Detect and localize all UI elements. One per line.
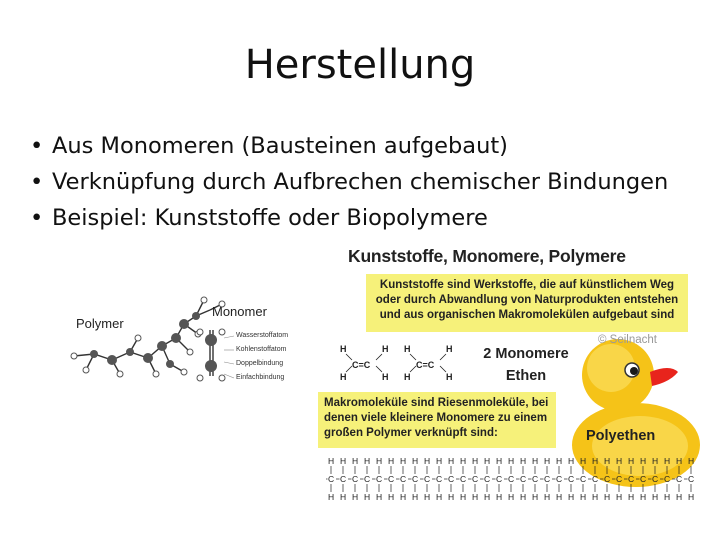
chain-hydrogen: H (328, 456, 335, 466)
monomer-name: Ethen (505, 368, 547, 384)
chain-carbon: C (412, 474, 419, 484)
chain-hydrogen: H (532, 492, 539, 502)
svg-text:H: H (382, 344, 389, 354)
chain-hydrogen: H (496, 492, 503, 502)
svg-text:H: H (446, 372, 453, 382)
monomer-caption (476, 343, 576, 387)
chain-hydrogen: H (424, 492, 431, 502)
chain-hydrogen: H (556, 456, 563, 466)
bullet-dot: • (30, 205, 44, 231)
chain-hydrogen: H (640, 492, 647, 502)
chain-carbon: C (352, 474, 359, 484)
chain-carbon: C (580, 474, 587, 484)
svg-text:C=C: C=C (352, 360, 371, 370)
chain-hydrogen: H (628, 492, 635, 502)
chain-hydrogen: H (352, 492, 359, 502)
svg-text:H: H (404, 344, 411, 354)
svg-text:H: H (340, 372, 347, 382)
definition-box-macromolecules: Makromoleküle sind Riesenmoleküle, bei denen viele kleinere Monomere zu einem großen Polymer verknüpft sind: (318, 392, 556, 448)
chain-hydrogen: H (412, 492, 419, 502)
chain-hydrogen: H (400, 492, 407, 502)
chain-hydrogen: H (556, 492, 563, 502)
chain-hydrogen: H (508, 456, 515, 466)
chain-hydrogen: H (388, 492, 395, 502)
infographic-title: Kunststoffe, Monomere, Polymere (348, 246, 626, 266)
svg-text:H: H (340, 344, 347, 354)
chain-hydrogen: H (664, 456, 671, 466)
chain-carbon: C (328, 474, 335, 484)
polymer-monomer-illustration (64, 294, 300, 394)
chain-carbon: C (496, 474, 503, 484)
polymer-name: Polyethen (586, 428, 656, 444)
svg-text:C=C: C=C (416, 360, 435, 370)
chain-hydrogen: H (640, 456, 647, 466)
chain-hydrogen: H (460, 492, 467, 502)
bullet-text: Aus Monomeren (Bausteinen aufgebaut) (52, 133, 508, 159)
side-label: Kohlenstoffatom (236, 346, 287, 353)
chain-carbon: C (340, 474, 347, 484)
chain-hydrogen: H (472, 492, 479, 502)
chain-carbon: C (652, 474, 659, 484)
bullet-item (30, 164, 668, 200)
chain-hydrogen: H (508, 492, 515, 502)
side-label: Wasserstoffatom (236, 332, 289, 339)
chain-hydrogen: H (412, 456, 419, 466)
chain-hydrogen: H (568, 456, 575, 466)
chain-carbon: C (520, 474, 527, 484)
chain-hydrogen: H (688, 456, 695, 466)
chain-hydrogen: H (376, 492, 383, 502)
chain-hydrogen: H (664, 492, 671, 502)
chain-carbon: C (532, 474, 539, 484)
chain-carbon: C (676, 474, 683, 484)
chain-hydrogen: H (676, 492, 683, 502)
chain-hydrogen: H (364, 456, 371, 466)
bullet-dot: • (30, 133, 44, 159)
chain-hydrogen: H (388, 456, 395, 466)
chain-hydrogen: H (544, 456, 551, 466)
chain-hydrogen: H (520, 456, 527, 466)
chain-hydrogen: H (472, 456, 479, 466)
chain-carbon: C (400, 474, 407, 484)
chain-hydrogen: H (484, 492, 491, 502)
chain-carbon: C (508, 474, 515, 484)
copyright-note: © Seilnacht (598, 334, 657, 346)
chain-hydrogen: H (328, 492, 335, 502)
chain-carbon: C (556, 474, 563, 484)
plastics-infographic (318, 240, 714, 510)
chain-carbon: C (628, 474, 635, 484)
chain-hydrogen: H (340, 456, 347, 466)
chain-hydrogen: H (616, 456, 623, 466)
chain-hydrogen: H (652, 456, 659, 466)
bullet-text: Beispiel: Kunststoffe oder Biopolymere (52, 205, 488, 231)
chain-carbon: C (592, 474, 599, 484)
chain-carbon: C (688, 474, 695, 484)
definition-box-plastics: Kunststoffe sind Werkstoffe, die auf künstlichem Weg oder durch Abwandlung von Naturprodukten entstehen und aus organischen Makromolekülen aufgebaut sind (366, 274, 688, 332)
chain-carbon: C (448, 474, 455, 484)
chain-hydrogen: H (424, 456, 431, 466)
polyethene-chain (326, 454, 706, 504)
chain-hydrogen: H (604, 492, 611, 502)
chain-hydrogen: H (652, 492, 659, 502)
chain-carbon: C (604, 474, 611, 484)
side-label: Einfachbindung (236, 374, 285, 381)
chain-hydrogen: H (436, 492, 443, 502)
bullet-text: Verknüpfung durch Aufbrechen chemischer Bindungen (52, 169, 669, 195)
chain-hydrogen: H (448, 492, 455, 502)
svg-text:H: H (382, 372, 389, 382)
chain-carbon: C (544, 474, 551, 484)
monomer-label: Monomer (212, 304, 267, 319)
svg-text:H: H (446, 344, 453, 354)
chain-hydrogen: H (520, 492, 527, 502)
svg-text:H: H (404, 372, 411, 382)
bullet-item (30, 200, 668, 236)
chain-hydrogen: H (628, 456, 635, 466)
chain-hydrogen: H (484, 456, 491, 466)
chain-hydrogen: H (616, 492, 623, 502)
chain-carbon: C (568, 474, 575, 484)
bullet-list (30, 128, 668, 236)
chain-carbon: C (436, 474, 443, 484)
chain-carbon: C (388, 474, 395, 484)
chain-carbon: C (472, 474, 479, 484)
chain-hydrogen: H (400, 456, 407, 466)
chain-hydrogen: H (496, 456, 503, 466)
chain-hydrogen: H (460, 456, 467, 466)
chain-carbon: C (484, 474, 491, 484)
chain-carbon: C (376, 474, 383, 484)
bullet-dot: • (30, 169, 44, 195)
chain-carbon: C (640, 474, 647, 484)
chain-hydrogen: H (592, 492, 599, 502)
chain-hydrogen: H (676, 456, 683, 466)
chain-hydrogen: H (436, 456, 443, 466)
chain-hydrogen: H (568, 492, 575, 502)
chain-carbon: C (364, 474, 371, 484)
chain-hydrogen: H (580, 456, 587, 466)
chain-hydrogen: H (532, 456, 539, 466)
ethene-monomers (338, 342, 488, 390)
chain-carbon: C (424, 474, 431, 484)
chain-hydrogen: H (580, 492, 587, 502)
chain-hydrogen: H (376, 456, 383, 466)
chain-carbon: C (664, 474, 671, 484)
polymer-label: Polymer (76, 316, 124, 331)
chain-hydrogen: H (448, 456, 455, 466)
chain-hydrogen: H (364, 492, 371, 502)
chain-hydrogen: H (352, 456, 359, 466)
chain-hydrogen: H (340, 492, 347, 502)
chain-hydrogen: H (544, 492, 551, 502)
monomer-count: 2 Monomere (483, 346, 569, 362)
chain-hydrogen: H (688, 492, 695, 502)
chain-hydrogen: H (592, 456, 599, 466)
chain-carbon: C (616, 474, 623, 484)
chain-carbon: C (460, 474, 467, 484)
slide-title: Herstellung (244, 42, 476, 88)
side-label: Doppelbindung (236, 360, 284, 367)
chain-hydrogen: H (604, 456, 611, 466)
bullet-item (30, 128, 668, 164)
